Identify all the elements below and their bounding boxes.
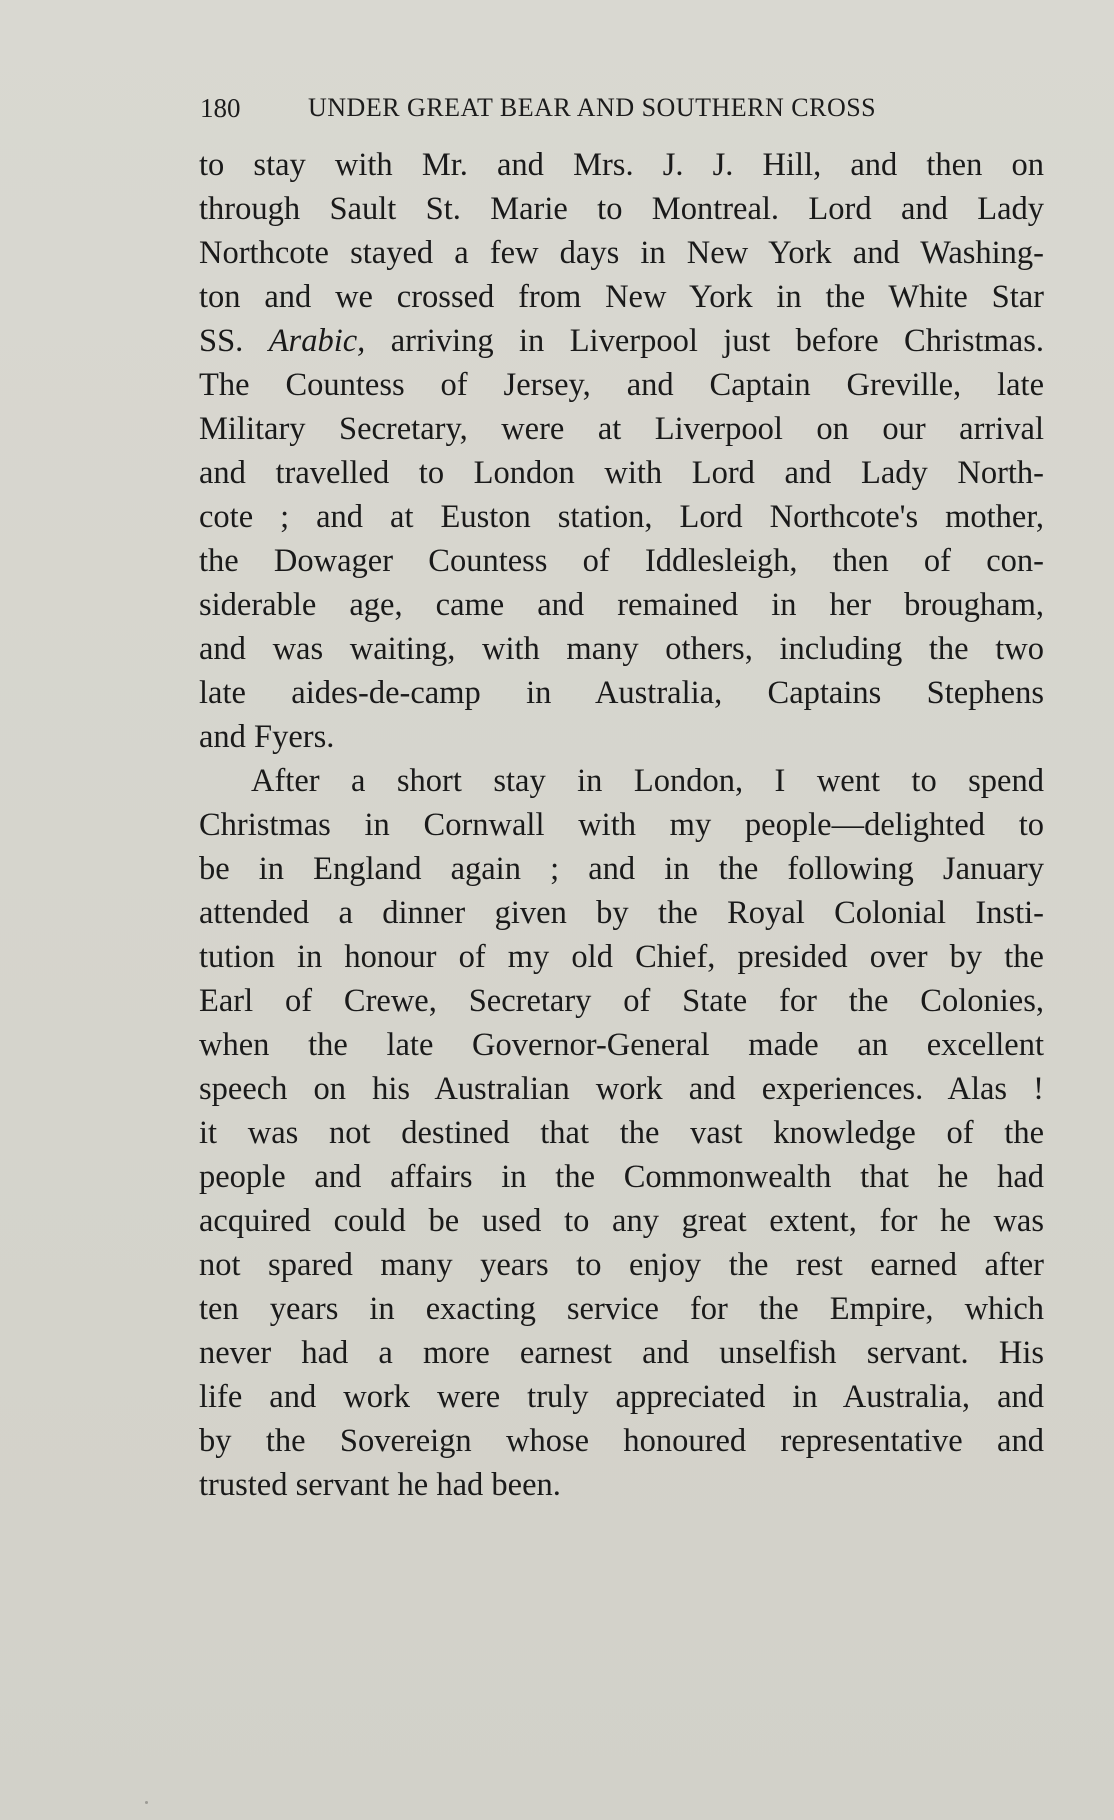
text-line: and Fyers. <box>199 719 335 755</box>
text-line: Christmas in Cornwall with my people—delighted to <box>199 807 1044 843</box>
text-line: Northcote stayed a few days in New York and Washing- <box>199 235 1044 271</box>
text-line: late aides-de-camp in Australia, Captains Stephens <box>199 675 1044 711</box>
text-line: be in England again ; and in the following January <box>199 851 1044 887</box>
text-line: the Dowager Countess of Iddlesleigh, then of con- <box>199 543 1044 579</box>
text-segment: SS. <box>199 323 269 359</box>
text-line: life and work were truly appreciated in Australia, and <box>199 1379 1044 1415</box>
text-line: attended a dinner given by the Royal Colonial Insti- <box>199 895 1044 931</box>
text-line: people and affairs in the Commonwealth that he had <box>199 1159 1044 1195</box>
text-line: ton and we crossed from New York in the White Star <box>199 279 1044 315</box>
text-line: to stay with Mr. and Mrs. J. J. Hill, and then on <box>199 147 1044 183</box>
text-line: trusted servant he had been. <box>199 1467 561 1503</box>
text-line: Earl of Crewe, Secretary of State for the Colonies, <box>199 983 1044 1019</box>
text-line: when the late Governor-General made an excellent <box>199 1027 1044 1063</box>
running-head: UNDER GREAT BEAR AND SOUTHERN CROSS <box>308 93 877 122</box>
text-line: siderable age, came and remained in her brougham, <box>199 587 1044 623</box>
text-segment: arriving in Liverpool just before Christmas. <box>365 323 1044 359</box>
text-line: it was not destined that the vast knowledge of the <box>199 1115 1044 1151</box>
ship-name: Arabic, <box>268 323 366 359</box>
text-line: through Sault St. Marie to Montreal. Lord and Lady <box>199 191 1044 227</box>
text-line: and was waiting, with many others, including the two <box>199 631 1044 667</box>
text-line: tution in honour of my old Chief, presided over by the <box>199 939 1044 975</box>
page-number: 180 <box>200 93 241 123</box>
paper-speck <box>145 1801 148 1804</box>
text-line <box>199 319 1044 363</box>
text-line: by the Sovereign whose honoured representative and <box>199 1423 1044 1459</box>
text-line: The Countess of Jersey, and Captain Greville, late <box>199 367 1044 403</box>
body-text <box>199 143 1044 1507</box>
page-header <box>200 88 1045 128</box>
paragraph-first-line: After a short stay in London, I went to spend <box>251 763 1044 799</box>
text-line: not spared many years to enjoy the rest earned after <box>199 1247 1044 1283</box>
text-line: and travelled to London with Lord and Lady North- <box>199 455 1044 491</box>
text-line: Military Secretary, were at Liverpool on our arrival <box>199 411 1044 447</box>
text-line: ten years in exacting service for the Empire, which <box>199 1291 1044 1327</box>
text-line: cote ; and at Euston station, Lord Northcote's mother, <box>199 499 1044 535</box>
text-line: never had a more earnest and unselfish servant. His <box>199 1335 1044 1371</box>
text-line: acquired could be used to any great extent, for he was <box>199 1203 1044 1239</box>
text-line: speech on his Australian work and experiences. Alas ! <box>199 1071 1044 1107</box>
